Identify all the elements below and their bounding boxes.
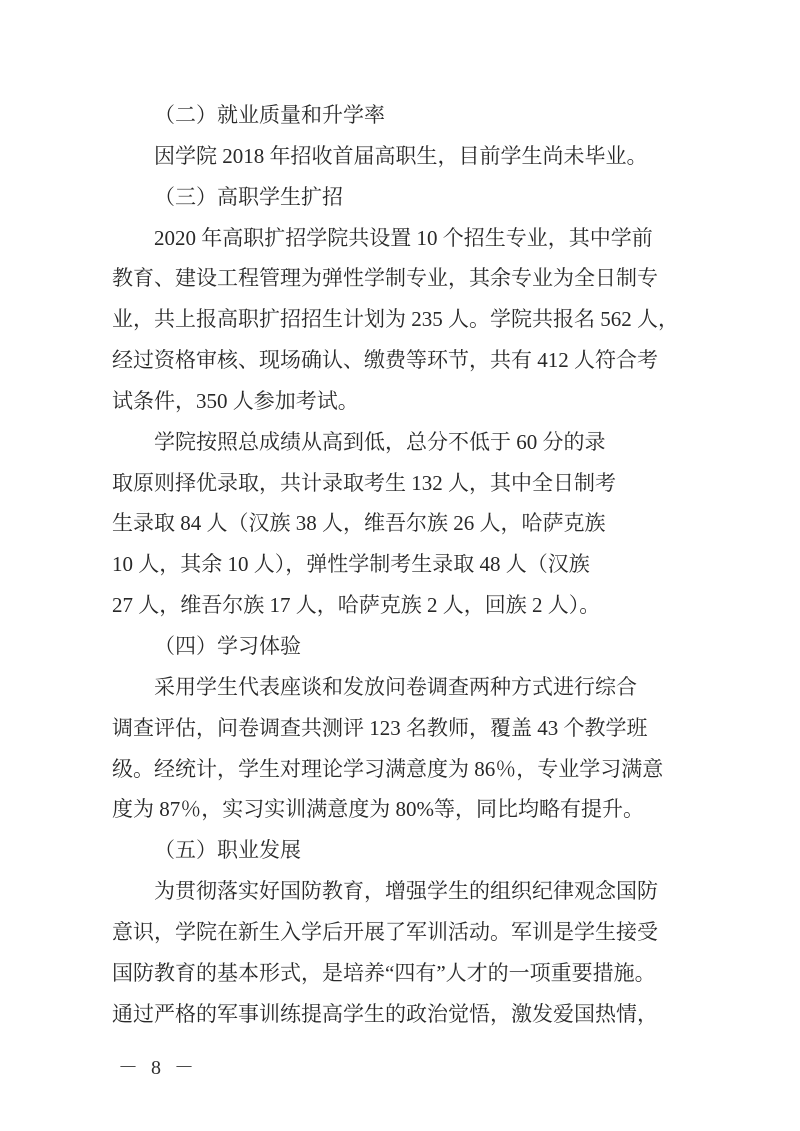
section-heading: （四）学习体验 (154, 633, 301, 658)
text-line: 10 人，其余 10 人），弹性学制考生录取 48 人（汉族 (112, 552, 590, 577)
text-line: 试条件，350 人参加考试。 (112, 388, 359, 413)
text-line: 经过资格审核、现场确认、缴费等环节，共有 412 人符合考 (112, 348, 658, 373)
page-number: － 8 － (118, 1057, 198, 1079)
text-line: 意识，学院在新生入学后开展了军训活动。军训是学生接受 (112, 919, 658, 944)
text-line: 学院按照总成绩从高到低，总分不低于 60 分的录 (154, 429, 606, 454)
text-block (112, 95, 690, 1034)
text-line: 级。经统计，学生对理论学习满意度为 86％，专业学习满意 (112, 756, 664, 781)
text-line: 生录取 84 人（汉族 38 人，维吾尔族 26 人，哈萨克族 (112, 511, 606, 536)
text-line: 27 人，维吾尔族 17 人，哈萨克族 2 人，回族 2 人）。 (112, 593, 601, 618)
text-line: 通过严格的军事训练提高学生的政治觉悟，激发爱国热情， (112, 1001, 658, 1026)
text-line: 采用学生代表座谈和发放问卷调查两种方式进行综合 (154, 674, 637, 699)
text-line: 因学院 2018 年招收首届高职生，目前学生尚未毕业。 (154, 143, 648, 168)
text-line: 业，共上报高职扩招招生计划为 235 人。学院共报名 562 人， (112, 307, 679, 332)
text-line: 教育、建设工程管理为弹性学制专业，其余专业为全日制专 (112, 266, 658, 291)
text-line: 调查评估，问卷调查共测评 123 名教师，覆盖 43 个教学班 (112, 715, 648, 740)
text-line: 2020 年高职扩招学院共设置 10 个招生专业，其中学前 (154, 225, 653, 250)
text-line: 度为 87％，实习实训满意度为 80%等，同比均略有提升。 (112, 797, 644, 822)
section-heading: （三）高职学生扩招 (154, 184, 343, 209)
text-line: 为贯彻落实好国防教育，增强学生的组织纪律观念国防 (154, 879, 658, 904)
section-heading: （二）就业质量和升学率 (154, 103, 385, 127)
text-line: 取原则择优录取，共计录取考生 132 人，其中全日制考 (112, 470, 616, 495)
section-heading: （五）职业发展 (154, 838, 301, 863)
text-line: 国防教育的基本形式，是培养“四有”人才的一项重要措施。 (112, 960, 656, 985)
